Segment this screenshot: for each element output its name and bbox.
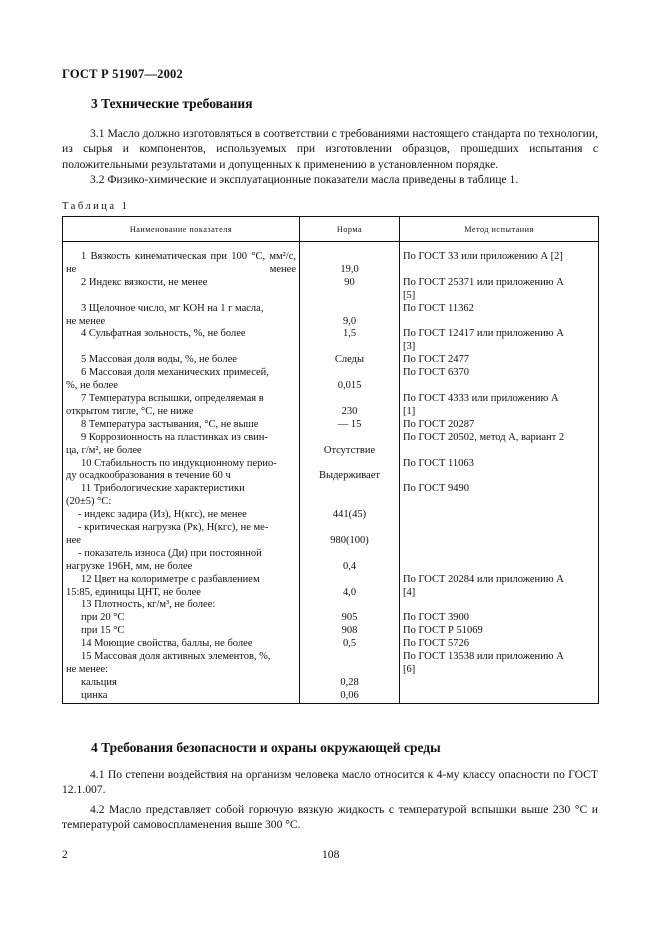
cell-norm (300, 677, 400, 690)
method-line (403, 522, 598, 535)
table-row (63, 612, 599, 625)
method-line: По ГОСТ 9490 (403, 483, 470, 495)
norm-line: 0,015 (337, 380, 362, 392)
column-header-method: Метод испытания (400, 217, 599, 242)
paragraph-3-1: 3.1 Масло должно изготовляться в соответствии с требованиями настоящего стандарта по технологии, из сырья и компонентов, используемых при изготовлении образцов, прошедших испытания с положительными результатами и допущенных к применению в установленном порядке. (62, 127, 598, 171)
method-line: По ГОСТ 11063 (403, 457, 474, 469)
name-line: %, не более (66, 380, 118, 392)
cell-norm (300, 354, 400, 367)
table-row (63, 277, 599, 303)
table-row (63, 242, 599, 277)
table-row (63, 625, 599, 638)
cell-name (63, 303, 300, 329)
cell-method (400, 599, 599, 612)
method-line: По ГОСТ 5726 (403, 638, 470, 650)
method-line: [5] (403, 289, 416, 301)
cell-norm (300, 509, 400, 522)
norm-line (300, 651, 399, 664)
cell-norm (300, 277, 400, 303)
method-line: По ГОСТ Р 51069 (403, 625, 483, 637)
cell-norm (300, 367, 400, 393)
method-line: По ГОСТ 20284 или приложению А (403, 573, 564, 585)
cell-norm (300, 328, 400, 354)
cell-method (400, 548, 599, 574)
name-line: 13 Плотность, кг/м³, не более: (81, 599, 216, 611)
method-line: [3] (403, 341, 416, 353)
cell-norm (300, 651, 400, 677)
method-line: По ГОСТ 12417 или приложению А (403, 328, 564, 340)
name-line: открытом тигле, °С, не ниже (66, 405, 194, 417)
norm-line: 0,4 (342, 560, 357, 572)
cell-name (63, 393, 300, 419)
table-row (63, 354, 599, 367)
cell-name (63, 277, 300, 303)
name-line: 15 Массовая доля активных элементов, %, (81, 651, 271, 663)
table-row (63, 574, 599, 600)
norm-line: 19,0 (340, 263, 359, 275)
cell-norm (300, 242, 400, 277)
table-row (63, 303, 599, 329)
cell-name (63, 690, 300, 703)
cell-method (400, 242, 599, 277)
table-row (63, 509, 599, 522)
method-line: По ГОСТ 20502, метод А, вариант 2 (403, 431, 565, 443)
cell-name (63, 638, 300, 651)
norm-line: — 15 (337, 418, 362, 430)
cell-norm (300, 303, 400, 329)
norm-line (300, 367, 399, 380)
name-line: 11 Трибологические характеристики (81, 483, 245, 495)
cell-name (63, 522, 300, 548)
name-line: при 20 °С (81, 612, 125, 624)
paragraph-4-1: 4.1 По степени воздействия на организм человека масло относится к 4-му классу опасности по ГОСТ 12.1.007. (62, 768, 598, 797)
cell-method (400, 651, 599, 677)
cell-norm (300, 612, 400, 625)
norm-line: 90 (344, 276, 355, 288)
cell-norm (300, 419, 400, 432)
name-line: (20±5) °С: (66, 496, 112, 508)
name-line: 4 Сульфатная зольность, %, не более (81, 328, 246, 340)
name-line: 10 Стабильность по индукционному перио- (81, 457, 277, 469)
cell-method (400, 574, 599, 600)
table-row (63, 638, 599, 651)
cell-name (63, 242, 300, 277)
method-line: По ГОСТ 33 или приложению А [2] (403, 251, 563, 262)
cell-method (400, 328, 599, 354)
name-line: ду осадкообразования в течение 60 ч (66, 470, 231, 482)
method-line: [1] (403, 405, 416, 417)
norm-line: 1,5 (342, 328, 357, 340)
cell-name (63, 651, 300, 677)
paragraph-3-2: 3.2 Физико-химические и эксплуатационные показатели масла приведены в таблице 1. (90, 173, 519, 186)
cell-method (400, 612, 599, 625)
cell-norm (300, 432, 400, 458)
name-line: кальция (81, 676, 117, 688)
name-line: не менее: (66, 664, 109, 675)
column-header-name: Наименование показателя (63, 217, 300, 242)
norm-line (300, 548, 399, 561)
norm-line (300, 251, 399, 264)
paragraph-4-2: 4.2 Масло представляет собой горючую вязкую жидкость с температурой вспышки выше 230 °С и температурой самовоспламенения выше 300 °С. (62, 803, 598, 832)
norm-line: Отсутствие (323, 444, 376, 456)
method-line (403, 599, 598, 612)
cell-method (400, 419, 599, 432)
name-line: 3 Щелочное число, мг КОН на 1 г масла, (81, 302, 264, 314)
cell-name (63, 432, 300, 458)
name-line: - индекс задира (Из), Н(кгс), не менее (78, 509, 247, 521)
name-line: не менее (66, 315, 106, 327)
cell-name (63, 458, 300, 484)
table-row (63, 548, 599, 574)
method-line (403, 509, 598, 522)
method-line: По ГОСТ 3900 (403, 612, 470, 624)
name-line: 6 Массовая доля механических примесей, (81, 367, 269, 379)
cell-method (400, 638, 599, 651)
cell-method (400, 677, 599, 690)
name-line: - показатель износа (Ди) при постоянной (78, 547, 262, 559)
name-line: цинка (81, 689, 108, 701)
cell-method (400, 458, 599, 484)
table-row (63, 677, 599, 690)
norm-line: 9,0 (342, 315, 357, 327)
name-line: 5 Массовая доля воды, %, не более (81, 354, 237, 366)
cell-name (63, 419, 300, 432)
table-row (63, 458, 599, 484)
name-line: при 15 °С (81, 625, 125, 637)
norm-line: Следы (334, 354, 365, 366)
table-row (63, 419, 599, 432)
name-line: 9 Коррозионность на пластинках из свин- (81, 431, 268, 443)
method-line (403, 677, 598, 690)
table-row (63, 367, 599, 393)
section-3-title: 3 Технические требования (91, 96, 253, 111)
page-number-center: 108 (322, 848, 340, 861)
cell-method (400, 509, 599, 522)
norm-line (300, 303, 399, 316)
method-line: По ГОСТ 13538 или приложению А (403, 651, 564, 663)
cell-name (63, 367, 300, 393)
cell-norm (300, 625, 400, 638)
table-row (63, 483, 599, 509)
table-row (63, 393, 599, 419)
name-line: - критическая нагрузка (Рк), Н(кгс), не ме- (78, 522, 269, 534)
cell-name (63, 599, 300, 612)
norm-line: 230 (341, 405, 358, 417)
cell-norm (300, 638, 400, 651)
method-line: [4] (403, 586, 416, 598)
column-header-norm: Норма (300, 217, 400, 242)
name-line: 1 Вязкость кинематическая при 100 °С, мм²/с, не менее (66, 251, 296, 275)
cell-norm (300, 574, 400, 600)
section-4-title: 4 Требования безопасности и охраны окружающей среды (91, 740, 441, 755)
cell-norm (300, 393, 400, 419)
norm-line (300, 599, 399, 612)
name-line: 15:85, единицы ЦНТ, не более (66, 586, 201, 598)
cell-method (400, 625, 599, 638)
name-line: 12 Цвет на колориметре с разбавлением (81, 573, 260, 585)
cell-name (63, 625, 300, 638)
name-line: 7 Температура вспышки, определяемая в (81, 392, 264, 404)
norm-line: 4,0 (342, 586, 357, 598)
cell-norm (300, 548, 400, 574)
name-line: ца, г/м², не более (66, 444, 142, 456)
norm-line: Выдерживает (319, 470, 380, 482)
norm-line (300, 458, 399, 471)
cell-name (63, 574, 300, 600)
cell-norm (300, 483, 400, 509)
cell-method (400, 277, 599, 303)
specifications-table (62, 216, 599, 704)
norm-line (300, 483, 399, 496)
method-line: По ГОСТ 25371 или приложению А (403, 276, 564, 288)
method-line: По ГОСТ 6370 (403, 367, 470, 379)
norm-line: 980(100) (330, 534, 369, 546)
table-row (63, 690, 599, 703)
norm-line: 0,5 (342, 638, 357, 650)
cell-norm (300, 599, 400, 612)
norm-line (300, 522, 399, 535)
method-line: По ГОСТ 11362 (403, 302, 474, 314)
name-line: 8 Температура застывания, °С, не выше (81, 418, 259, 430)
cell-method (400, 690, 599, 703)
cell-method (400, 393, 599, 419)
cell-norm (300, 690, 400, 703)
table-row (63, 651, 599, 677)
name-line: 2 Индекс вязкости, не менее (81, 276, 208, 288)
norm-line: 0,28 (340, 676, 359, 688)
page-number-left: 2 (62, 848, 68, 861)
cell-method (400, 367, 599, 393)
cell-method (400, 483, 599, 509)
cell-name (63, 483, 300, 509)
table-caption: Таблица 1 (62, 201, 130, 212)
name-line: нее (66, 534, 81, 546)
cell-name (63, 354, 300, 367)
norm-line: 905 (341, 612, 358, 624)
name-line: 14 Моющие свойства, баллы, не более (81, 638, 253, 650)
table-row (63, 522, 599, 548)
norm-line: 0,06 (340, 689, 359, 701)
cell-name (63, 509, 300, 522)
table-row (63, 328, 599, 354)
cell-name (63, 548, 300, 574)
cell-name (63, 612, 300, 625)
cell-norm (300, 458, 400, 484)
cell-method (400, 354, 599, 367)
cell-norm (300, 522, 400, 548)
table-row (63, 599, 599, 612)
document-code: ГОСТ Р 51907—2002 (62, 67, 183, 81)
norm-line: 908 (341, 625, 358, 637)
norm-line (300, 574, 399, 587)
cell-method (400, 432, 599, 458)
table-body (63, 242, 599, 704)
method-line (403, 548, 598, 561)
method-line: По ГОСТ 2477 (403, 354, 470, 366)
method-line (403, 690, 598, 703)
method-line: По ГОСТ 4333 или приложению А (403, 392, 559, 404)
method-line: По ГОСТ 20287 (403, 418, 475, 430)
cell-name (63, 677, 300, 690)
method-line: [6] (403, 664, 416, 675)
cell-method (400, 303, 599, 329)
table-row (63, 432, 599, 458)
norm-line (300, 393, 399, 406)
norm-line (300, 432, 399, 445)
norm-line: 441(45) (332, 509, 367, 521)
cell-method (400, 522, 599, 548)
table-header-row (63, 217, 599, 242)
name-line: нагрузке 196Н, мм, не более (66, 560, 193, 572)
cell-name (63, 328, 300, 354)
